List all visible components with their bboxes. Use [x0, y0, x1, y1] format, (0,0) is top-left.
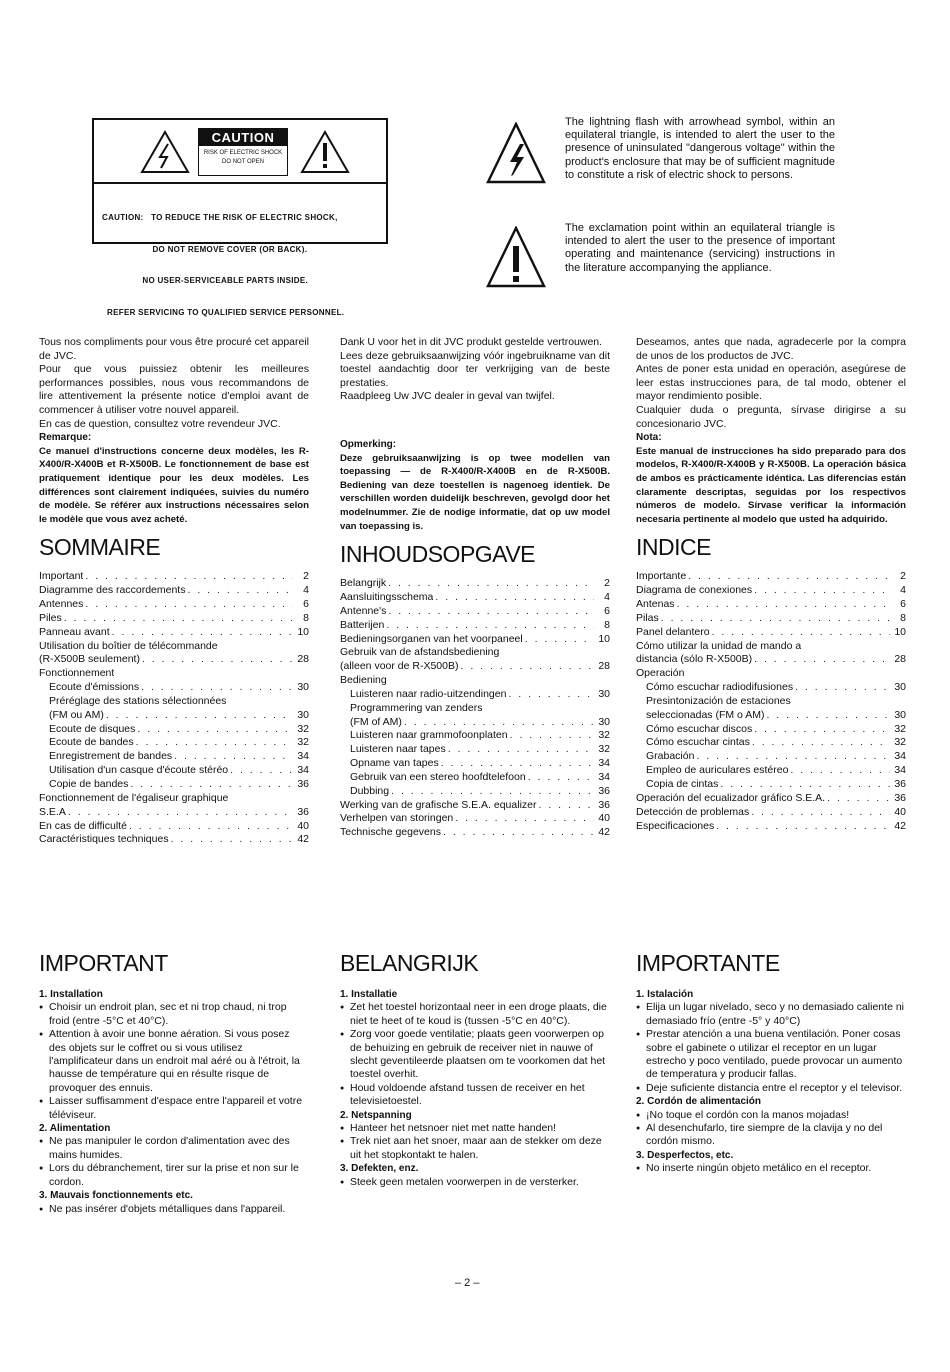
toc-entry-title: Fonctionnement de l'égaliseur graphique: [39, 791, 229, 804]
toc-entry-page: 30: [297, 681, 309, 694]
toc-leader-dots: [441, 757, 594, 771]
toc-entry-title: Technische gegevens: [340, 826, 441, 839]
toc-entry-title: Copie de bandes: [49, 777, 129, 790]
toc-entry: [340, 785, 610, 799]
toc-leader-dots: [455, 812, 594, 826]
column-dutch: [340, 336, 610, 840]
toc-entry: [636, 598, 906, 612]
toc-entry-title: Detección de problemas: [636, 805, 750, 818]
toc-entry-page: 40: [598, 812, 610, 825]
toc-entry: [340, 729, 610, 743]
toc-leader-dots: [510, 729, 594, 743]
toc-entry-page: 6: [303, 598, 309, 610]
important-subheading: 3. Mauvais fonctionnements etc.: [39, 1190, 193, 1202]
toc-entry-title: Ecoute de bandes: [49, 736, 134, 749]
intro-paragraph: Dank U voor het in dit JVC produkt gestelde vertrouwen.: [340, 336, 603, 348]
toc-entry-page: 36: [894, 777, 906, 790]
important-item: ● Al desenchufarlo, tire siempre de la clavija y no del cordón mismo.: [636, 1122, 906, 1149]
toc-entry: [39, 806, 309, 820]
toc-entry-title: Gebruik van de afstandsbediening: [340, 646, 500, 659]
toc-entry-page: 30: [894, 708, 906, 721]
important-subheading: 2. Cordón de alimentación: [636, 1096, 762, 1108]
important-list: [636, 1001, 906, 1095]
toc-leader-dots: [795, 681, 890, 695]
toc-leader-dots: [712, 626, 890, 640]
toc-entry-page: 32: [297, 722, 309, 735]
toc-entry-title: Antenas: [636, 598, 675, 610]
toc-entry-title: Cómo escuchar cintas: [646, 736, 750, 749]
toc-leader-dots: [460, 660, 594, 674]
important-item: ● Attention à avoir une bonne aération. Si vous posez des objets sur le coffret ou si vous utilisez l'amplificateur dans un endroit mal aéré ou à l'étroit, la hausse de température qui en résulte risque de provoquer des ennuis.: [39, 1028, 309, 1095]
toc-entry-page: 8: [303, 611, 309, 624]
exclamation-triangle-icon: [486, 226, 546, 288]
toc-leader-dots: [443, 826, 594, 840]
toc-entry-page: 4: [604, 590, 610, 603]
toc-entry-title: Gebruik van een stereo hoofdtelefoon: [350, 770, 526, 783]
note-body: Ce manuel d'instructions concerne deux modèles, les R-X400/R-X400B et R-X500B. Le fonctionnement de base est pratiquement identique pour les deux modèles. Les différences sont clairement indiquées, suivies du numéro de modèle. Se référer aux instructions nécessaires selon le modèle que vous avez acheté.: [39, 445, 309, 525]
toc-leader-dots: [790, 764, 890, 778]
toc-entry-title: Werking van de grafische S.E.A. equalizer: [340, 798, 537, 811]
note-body: Este manual de instrucciones ha sido preparado para dos modelos, R-X400/R-X400B y R-X500B. La operación básica de ambos es prácticamente idéntica. Las diferencias están claramente descriptas, seguidas por los respectivos números de modelo. Sírvase verificar la información necesaria pertinente al modelo que usted ha adquirido.: [636, 445, 906, 525]
caution-plate: [198, 128, 288, 176]
toc-entry-page: 28: [297, 653, 309, 666]
toc-entry-page: 36: [894, 791, 906, 804]
important-subheading: 1. Istalación: [636, 989, 694, 1000]
toc-entry-page: 36: [598, 784, 610, 797]
toc-entry: [340, 577, 610, 591]
toc-entry-page: 40: [297, 819, 309, 832]
toc-entry: [636, 764, 906, 778]
toc-leader-dots: [661, 612, 890, 626]
toc-entry-page: 32: [598, 729, 610, 742]
toc-entry: [636, 570, 906, 584]
important-item: ● Choisir un endroit plan, sec et ni trop chaud, ni trop froid (entre -5°C et 40°C).: [39, 1001, 309, 1028]
toc-title: INDICE: [636, 534, 711, 561]
toc-entry-title: Panel delantero: [636, 625, 710, 638]
toc-entry-title: Operación del ecualizador gráfico S.E.A.: [636, 791, 826, 804]
toc-entry-title: Utilisation du boîtier de télécommande: [39, 639, 218, 652]
toc-list: [636, 570, 906, 833]
toc-leader-dots: [85, 598, 293, 612]
intro-paragraph: Raadpleeg Uw JVC dealer in geval van twijfel.: [340, 390, 555, 403]
toc-entry: [636, 792, 906, 806]
intro-paragraph: Tous nos compliments pour vous être procuré cet appareil de JVC.: [39, 336, 309, 362]
toc-entry-title: Fonctionnement: [39, 667, 115, 680]
important-subheading: 2. Netspanning: [340, 1109, 412, 1121]
toc-entry-page: 30: [598, 715, 610, 728]
caution-line: NO USER-SERVICEABLE PARTS INSIDE.: [102, 276, 308, 285]
toc-entry-title: Pilas: [636, 611, 659, 624]
toc-title: INHOUDSOPGAVE: [340, 541, 535, 568]
toc-entry-title: Cómo escuchar discos: [646, 722, 753, 735]
toc-entry: [340, 605, 610, 619]
toc-title: SOMMAIRE: [39, 534, 161, 561]
toc-entry: [39, 833, 309, 847]
toc-entry-title: Luisteren naar radio-uitzendingen: [350, 687, 507, 700]
toc-entry: [340, 633, 610, 647]
important-item: ● Laisser suffisamment d'espace entre l'appareil et votre téléviseur.: [39, 1095, 309, 1122]
important-item: ● Trek niet aan het snoer, maar aan de stekker om deze uit het stopkontakt te halen.: [340, 1135, 610, 1162]
toc-leader-dots: [435, 591, 594, 605]
toc-entry-title: Cómo utilizar la unidad de mando a: [636, 639, 802, 652]
toc-leader-dots: [106, 709, 293, 723]
important-subheading: 1. Installation: [39, 989, 103, 1000]
exclamation-warning-icon: [300, 130, 350, 174]
toc-entry-page: 36: [598, 798, 610, 811]
toc-entry: [39, 584, 309, 598]
toc-leader-dots: [508, 688, 594, 702]
important-item: ● Houd voldoende afstand tussen de receiver en het televisietoestel.: [340, 1082, 610, 1109]
toc-leader-dots: [716, 820, 890, 834]
lightning-warning-icon: [140, 130, 190, 174]
important-section-dutch: [340, 950, 610, 1189]
toc-entry: [636, 709, 906, 723]
toc-leader-dots: [142, 653, 293, 667]
important-item: ● Elija un lugar nivelado, seco y no demasiado caliente ni demasiado frío (entre -5° y 40°C): [636, 1001, 906, 1028]
toc-entry: [340, 757, 610, 771]
important-subheading: 3. Desperfectos, etc.: [636, 1149, 734, 1161]
toc-entry-page: 8: [604, 618, 610, 631]
toc-leader-dots: [766, 709, 890, 723]
toc-entry-page: 2: [900, 570, 906, 583]
toc-entry-title: S.E.A: [39, 805, 66, 818]
toc-leader-dots: [137, 723, 293, 737]
toc-entry-page: 10: [894, 625, 906, 638]
toc-entry-title: Ecoute d'émissions: [49, 681, 140, 694]
intro-paragraph: Lees deze gebruiksaanwijzing vóór ingebruikname van dit toestel aandachtig door ter verkrijging van de beste prestaties.: [340, 349, 610, 389]
toc-entry: [636, 820, 906, 834]
toc-entry: [39, 681, 309, 695]
toc-entry: [39, 640, 309, 654]
toc-entry-title: (FM of AM): [350, 715, 402, 728]
important-list: [340, 1176, 610, 1189]
important-item: ● Hanteer het netsnoer niet met natte handen!: [340, 1122, 610, 1135]
toc-entry-title: Caractéristiques techniques: [39, 833, 169, 846]
exclamation-explanation: The exclamation point within an equilateral triangle is intended to alert the user to the presence of important operating and maintenance (servicing) instructions in the literature accompanying the appliance.: [565, 222, 835, 274]
toc-entry-page: 36: [297, 777, 309, 790]
toc-entry: [340, 826, 610, 840]
toc-entry-title: Luisteren naar grammofoonplaten: [350, 729, 508, 742]
toc-leader-dots: [64, 612, 293, 626]
toc-entry-title: Aansluitingsschema: [340, 590, 434, 603]
toc-entry: [636, 653, 906, 667]
toc-leader-dots: [677, 598, 890, 612]
important-title: IMPORTANTE: [636, 950, 780, 976]
toc-leader-dots: [141, 681, 293, 695]
toc-entry-title: distancia (sólo R-X500B): [636, 653, 753, 666]
toc-entry: [340, 812, 610, 826]
toc-entry-title: seleccionadas (FM o AM): [646, 708, 765, 721]
important-body: [39, 988, 309, 1216]
lightning-triangle-icon: [486, 122, 546, 184]
toc-leader-dots: [754, 723, 890, 737]
toc-leader-dots: [386, 619, 594, 633]
toc-entry-page: 10: [297, 625, 309, 638]
toc-entry-title: Empleo de auriculares estéreo: [646, 764, 789, 777]
toc-entry-page: 34: [598, 770, 610, 783]
important-list: [636, 1109, 906, 1149]
important-list: [636, 1162, 906, 1175]
important-subheading: 3. Defekten, enz.: [340, 1163, 419, 1175]
caution-header: [94, 120, 386, 184]
note-body: Deze gebruiksaanwijzing is op twee modellen van toepassing — de R-X400/R-X400B en de R-X500B. Bediening van deze toestellen is nagenoeg identiek. De verschillen worden duidelijk beschreven, gevolgd door het modelnummer. Zie de nodige informatie, dat op uw model van toepassing is.: [340, 452, 610, 532]
intro-paragraph: Pour que vous puissiez obtenir les meilleures performances possibles, nous vous recommandons de lire attentivement la présente notice d'emploi avant de commencer à utiliser votre nouvel appareil.: [39, 363, 309, 416]
toc-entry: [39, 695, 309, 709]
toc-leader-dots: [388, 577, 594, 591]
caution-line: CAUTION: TO REDUCE THE RISK OF ELECTRIC SHOCK,: [102, 213, 338, 222]
caution-title: CAUTION: [199, 129, 287, 146]
important-item: ● ¡No toque el cordón con la manos mojadas!: [636, 1109, 906, 1122]
toc-entry-page: 4: [303, 584, 309, 597]
toc-entry-title: Operación: [636, 667, 685, 680]
toc-entry-title: Antennes: [39, 598, 84, 610]
important-item: ● Lors du débranchement, tirer sur la prise et non sur le cordon.: [39, 1162, 309, 1189]
toc-entry: [340, 660, 610, 674]
toc-leader-dots: [696, 750, 890, 764]
toc-leader-dots: [130, 778, 293, 792]
toc-leader-dots: [752, 736, 890, 750]
toc-entry-title: Dubbing: [350, 784, 390, 797]
important-item: ● Ne pas manipuler le cordon d'alimentation avec des mains humides.: [39, 1135, 309, 1162]
toc-entry-page: 34: [297, 750, 309, 763]
toc-entry: [340, 619, 610, 633]
toc-entry-title: (alleen voor de R-X500B): [340, 660, 459, 673]
toc-entry: [39, 764, 309, 778]
toc-entry: [39, 667, 309, 681]
toc-entry: [636, 695, 906, 709]
toc-entry-page: 34: [894, 764, 906, 777]
toc-entry-title: Diagrama de conexiones: [636, 584, 753, 597]
important-list: [39, 1135, 309, 1189]
toc-entry: [340, 591, 610, 605]
toc-entry-title: En cas de difficulté: [39, 819, 127, 832]
toc-entry: [636, 723, 906, 737]
toc-entry-title: Préréglage des stations sélectionnées: [49, 694, 227, 707]
toc-entry: [340, 688, 610, 702]
important-body: [636, 988, 906, 1176]
toc-leader-dots: [528, 771, 594, 785]
important-title: IMPORTANT: [39, 950, 168, 976]
toc-entry-title: Batterijen: [340, 618, 385, 631]
toc-list: [340, 577, 610, 840]
toc-entry: [340, 674, 610, 688]
important-list: [39, 1203, 309, 1216]
note-title: Remarque:: [39, 432, 92, 444]
caution-line: DO NOT REMOVE COVER (OR BACK).: [102, 244, 308, 254]
toc-entry: [636, 667, 906, 681]
toc-entry-page: 28: [894, 653, 906, 666]
toc-entry: [340, 799, 610, 813]
important-subheading: 2. Alimentation: [39, 1123, 111, 1135]
toc-leader-dots: [751, 806, 890, 820]
toc-entry: [636, 681, 906, 695]
toc-leader-dots: [720, 778, 890, 792]
toc-leader-dots: [754, 584, 890, 598]
toc-entry-page: 2: [604, 577, 610, 590]
toc-entry-page: 30: [297, 708, 309, 721]
toc-leader-dots: [129, 820, 293, 834]
toc-entry-title: Bedieningsorganen van het voorpaneel: [340, 632, 523, 645]
toc-entry: [39, 598, 309, 612]
toc-entry: [39, 778, 309, 792]
toc-leader-dots: [388, 605, 594, 619]
important-item: ● Prestar atención a una buena ventilación. Poner cosas sobre el gabinete o utilizar el receptor en un lugar estrecho y poco ventilado, puede provocar un aumento de temperatura y producir fallas.: [636, 1028, 906, 1082]
important-section-spanish: [636, 950, 906, 1176]
toc-entry-title: Grabación: [646, 750, 695, 763]
toc-entry-title: Piles: [39, 611, 62, 624]
toc-entry-page: 34: [297, 764, 309, 777]
toc-entry: [340, 646, 610, 660]
column-french: [39, 336, 309, 847]
intro-paragraph: Deseamos, antes que nada, agradecerle por la compra de unos de los productos de JVC.: [636, 336, 906, 362]
toc-entry-title: Ecoute de disques: [49, 722, 136, 735]
toc-entry: [636, 584, 906, 598]
toc-entry: [340, 771, 610, 785]
toc-entry: [636, 736, 906, 750]
toc-entry-title: Antenne's: [340, 604, 387, 617]
toc-entry-page: 30: [598, 687, 610, 700]
toc-entry: [39, 792, 309, 806]
toc-entry-page: 32: [598, 743, 610, 756]
toc-entry-title: Opname van tapes: [350, 757, 439, 770]
toc-entry: [636, 640, 906, 654]
toc-entry: [39, 570, 309, 584]
toc-entry: [636, 612, 906, 626]
toc-entry-title: Important: [39, 570, 84, 583]
toc-entry: [636, 750, 906, 764]
toc-entry-title: Bediening: [340, 674, 387, 687]
toc-entry-page: 2: [303, 570, 309, 583]
important-title: BELANGRIJK: [340, 950, 479, 976]
toc-entry: [636, 806, 906, 820]
toc-entry: [39, 820, 309, 834]
toc-entry-page: 28: [598, 660, 610, 673]
toc-leader-dots: [525, 633, 594, 647]
toc-leader-dots: [174, 750, 293, 764]
toc-entry-title: Luisteren naar tapes: [350, 743, 446, 756]
important-item: ● Deje suficiente distancia entre el receptor y el televisor.: [636, 1082, 906, 1095]
toc-entry-page: 40: [894, 805, 906, 818]
toc-entry-title: Panneau avant: [39, 625, 110, 638]
toc-leader-dots: [136, 736, 293, 750]
toc-entry-title: Utilisation d'un casque d'écoute stéréo: [49, 764, 229, 777]
toc-entry-title: Programmering van zenders: [350, 701, 483, 714]
toc-entry-page: 6: [604, 604, 610, 617]
important-item: ● Zet het toestel horizontaal neer in een droge plaats, die niet te heet of te koud is (tussen -5°C en 40°C).: [340, 1001, 610, 1028]
toc-entry-page: 4: [900, 584, 906, 597]
toc-leader-dots: [68, 806, 293, 820]
toc-entry-page: 10: [598, 632, 610, 645]
toc-entry-title: (R-X500B seulement): [39, 653, 140, 666]
important-item: ● Ne pas insérer d'objets métalliques dans l'appareil.: [39, 1203, 309, 1216]
toc-list: [39, 570, 309, 847]
important-section-french: [39, 950, 309, 1216]
important-list: [340, 1122, 610, 1162]
toc-leader-dots: [827, 792, 890, 806]
toc-entry: [636, 626, 906, 640]
important-list: [340, 1001, 610, 1108]
caution-text: [102, 192, 380, 339]
toc-entry: [636, 778, 906, 792]
toc-entry-page: 34: [894, 750, 906, 763]
important-subheading: 1. Installatie: [340, 989, 398, 1000]
important-item: ● No inserte ningún objeto metálico en el receptor.: [636, 1162, 906, 1175]
intro-paragraph: Antes de poner esta unidad en operación, asegúrese de leer estas instrucciones para, de tal modo, obtener el mayor rendimiento posible.: [636, 363, 906, 403]
page-number: – 2 –: [455, 1277, 480, 1289]
column-spanish: [636, 336, 906, 833]
toc-entry: [39, 750, 309, 764]
toc-entry-page: 36: [297, 805, 309, 818]
toc-entry-page: 34: [598, 757, 610, 770]
toc-leader-dots: [230, 764, 293, 778]
toc-entry-page: 42: [297, 833, 309, 846]
note-title: Nota:: [636, 432, 662, 444]
toc-entry: [39, 653, 309, 667]
important-list: [39, 1001, 309, 1122]
important-item: ● Zorg voor goede ventilatie; plaats geen voorwerpen op de behuizing en gebruik de receiver niet in nauwe of slecht geventileerde plaatsen om te voorkomen dat het toestel overhit.: [340, 1028, 610, 1082]
toc-entry-page: 42: [894, 819, 906, 832]
intro-paragraph: Cualquier duda o pregunta, sírvase dirigirse a su concesionario JVC.: [636, 403, 906, 430]
toc-leader-dots: [539, 799, 595, 813]
important-body: [340, 988, 610, 1189]
toc-entry-page: 32: [894, 722, 906, 735]
toc-entry-title: Diagramme des raccordements: [39, 584, 186, 597]
toc-entry-page: 8: [900, 611, 906, 624]
toc-entry-title: Importante: [636, 570, 687, 583]
toc-leader-dots: [85, 570, 293, 584]
toc-entry-title: Cómo escuchar radiodifusiones: [646, 681, 794, 694]
note-title: Opmerking:: [340, 438, 397, 450]
toc-leader-dots: [112, 626, 293, 640]
toc-leader-dots: [404, 716, 594, 730]
lightning-explanation: The lightning flash with arrowhead symbol, within an equilateral triangle, is intended to alert the user to the presence of uninsulated "dangerous voltage" within the product's enclosure that may be of sufficient magnitude to constitute a risk of electric shock to persons.: [565, 116, 835, 181]
toc-entry: [39, 626, 309, 640]
toc-entry: [39, 736, 309, 750]
toc-entry-page: 32: [894, 736, 906, 749]
toc-leader-dots: [754, 653, 890, 667]
toc-entry-page: 42: [598, 826, 610, 839]
toc-entry-page: 30: [894, 681, 906, 694]
toc-entry-title: Enregistrement de bandes: [49, 750, 173, 763]
toc-entry-title: Belangrijk: [340, 577, 387, 590]
caution-subtitle-1: RISK OF ELECTRIC SHOCK: [203, 150, 283, 156]
toc-entry-title: Especificaciones: [636, 819, 715, 832]
toc-leader-dots: [688, 570, 890, 584]
toc-entry: [39, 723, 309, 737]
toc-leader-dots: [171, 833, 293, 847]
toc-entry-title: Copia de cintas: [646, 777, 719, 790]
toc-entry-title: (FM ou AM): [49, 708, 104, 721]
toc-entry: [340, 702, 610, 716]
toc-entry-title: Verhelpen van storingen: [340, 812, 454, 825]
toc-leader-dots: [448, 743, 594, 757]
intro-paragraph: En cas de question, consultez votre revendeur JVC.: [39, 417, 281, 430]
toc-entry: [39, 709, 309, 723]
toc-entry-page: 6: [900, 598, 906, 610]
toc-entry-title: Presintonización de estaciones: [646, 694, 791, 707]
important-item: ● Steek geen metalen voorwerpen in de versterker.: [340, 1176, 610, 1189]
toc-entry-page: 32: [297, 736, 309, 749]
caution-line: REFER SERVICING TO QUALIFIED SERVICE PERSONNEL.: [102, 307, 345, 317]
toc-leader-dots: [187, 584, 293, 598]
toc-entry: [39, 612, 309, 626]
toc-entry: [340, 743, 610, 757]
caution-label: [92, 118, 388, 317]
toc-entry: [340, 716, 610, 730]
caution-subtitle-2: DO NOT OPEN: [222, 159, 264, 165]
toc-leader-dots: [391, 785, 594, 799]
